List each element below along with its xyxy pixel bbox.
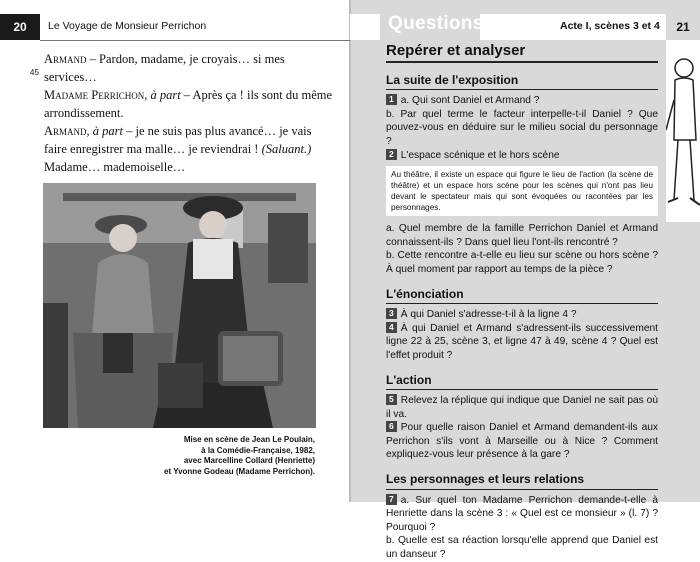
man-sketch-icon <box>666 40 700 222</box>
question-2b: b. Cette rencontre a-t-elle eu lieu sur scène ou hors scène ? À quel moment par rapport au temps de la pièce ? <box>386 250 658 275</box>
section-heading-action: L'action <box>386 374 658 391</box>
question-number-7: 7 <box>386 494 397 505</box>
question-number-1: 1 <box>386 94 397 105</box>
stage-photo <box>43 183 316 428</box>
drama-text <box>44 50 334 176</box>
question-number-3: 3 <box>386 308 397 319</box>
question-number-4: 4 <box>386 322 397 333</box>
drama-line-1: Armand – Pardon, madame, je croyais… si mes services… <box>44 52 285 84</box>
question-number-5: 5 <box>386 394 397 405</box>
questions-content <box>386 44 658 562</box>
questions-title: Questions <box>388 13 484 34</box>
left-page-number: 20 <box>0 14 40 40</box>
act-label: Acte I, scènes 3 et 4 <box>560 20 660 32</box>
question-number-2: 2 <box>386 149 397 160</box>
section-heading-suite: La suite de l'exposition <box>386 74 658 91</box>
header-rule <box>40 40 350 41</box>
drama-line-3: Armand, à part – je ne suis pas plus avancé… je vais faire enregistrer ma malle… je reviendrai ! (Saluant.) Madame… mademoiselle… <box>44 124 312 174</box>
section-heading-personnages: Les personnages et leurs relations <box>386 473 658 490</box>
question-5: 5 Relevez la réplique qui indique que Daniel ne sait pas où il va. <box>386 394 658 420</box>
main-heading: Repérer et analyser <box>386 44 658 63</box>
running-title: Le Voyage de Monsieur Perrichon <box>48 20 207 32</box>
definition-box: Au théâtre, il existe un espace qui figure le lieu de l'action (la scène de théâtre) et un espace hors scène pour les scènes qui n'ont pas lieu devant le spectateur mais qui sont évoquées ou racontées par les personnages. <box>386 166 658 216</box>
question-1b: b. Par quel terme le facteur interpelle-t-il Daniel ? Que pouvez-vous en déduire sur le milieu social du personnage ? <box>386 108 658 147</box>
question-7b: b. Quelle est sa réaction lorsqu'elle apprend que Daniel est un danseur ? <box>386 535 658 561</box>
drama-line-2: Madame Perrichon, à part – Après ça ! ils sont du même arrondissement. <box>44 88 333 120</box>
stage-photo-illustration <box>43 183 316 428</box>
section-heading-enonciation: L'énonciation <box>386 288 658 305</box>
line-number: 45 <box>30 68 39 77</box>
book-spine <box>349 0 351 502</box>
question-2a: a. Quel membre de la famille Perrichon Daniel et Armand connaissent-ils ? Dans quel lieu l'ont-ils rencontré ? <box>386 223 658 248</box>
right-page-number: 21 <box>666 14 700 40</box>
question-4: 4 À qui Daniel et Armand s'adressent-ils successivement ligne 22 à 25, scène 3, et ligne 47 à 49, scène 4 ? Quel est l'effet produit ? <box>386 321 658 361</box>
question-number-6: 6 <box>386 421 397 432</box>
question-7a: 7 a. Sur quel ton Madame Perrichon demande-t-elle à Henriette dans la scène 3 : « Quel est ce monsieur » (l. 7) ? Pourquoi ? <box>386 493 658 533</box>
question-2-title: 2 L'espace scénique et le hors scène <box>386 149 658 163</box>
photo-caption: Mise en scène de Jean Le Poulain, à la Comédie-Française, 1982, avec Marcelline Collard (Henriette) et Yvonne Godeau (Madame Perrichon). <box>164 435 315 476</box>
sidebar-illustration <box>666 40 700 222</box>
question-1a: 1 a. Qui sont Daniel et Armand ? <box>386 94 658 108</box>
question-3: 3 À qui Daniel s'adresse-t-il à la ligne 4 ? <box>386 308 658 322</box>
question-6: 6 Pour quelle raison Daniel et Armand demandent-ils aux Perrichon s'ils vont à Marseille ou à Nice ? Comment expliquez-vous leur présence à la gare ? <box>386 421 658 461</box>
